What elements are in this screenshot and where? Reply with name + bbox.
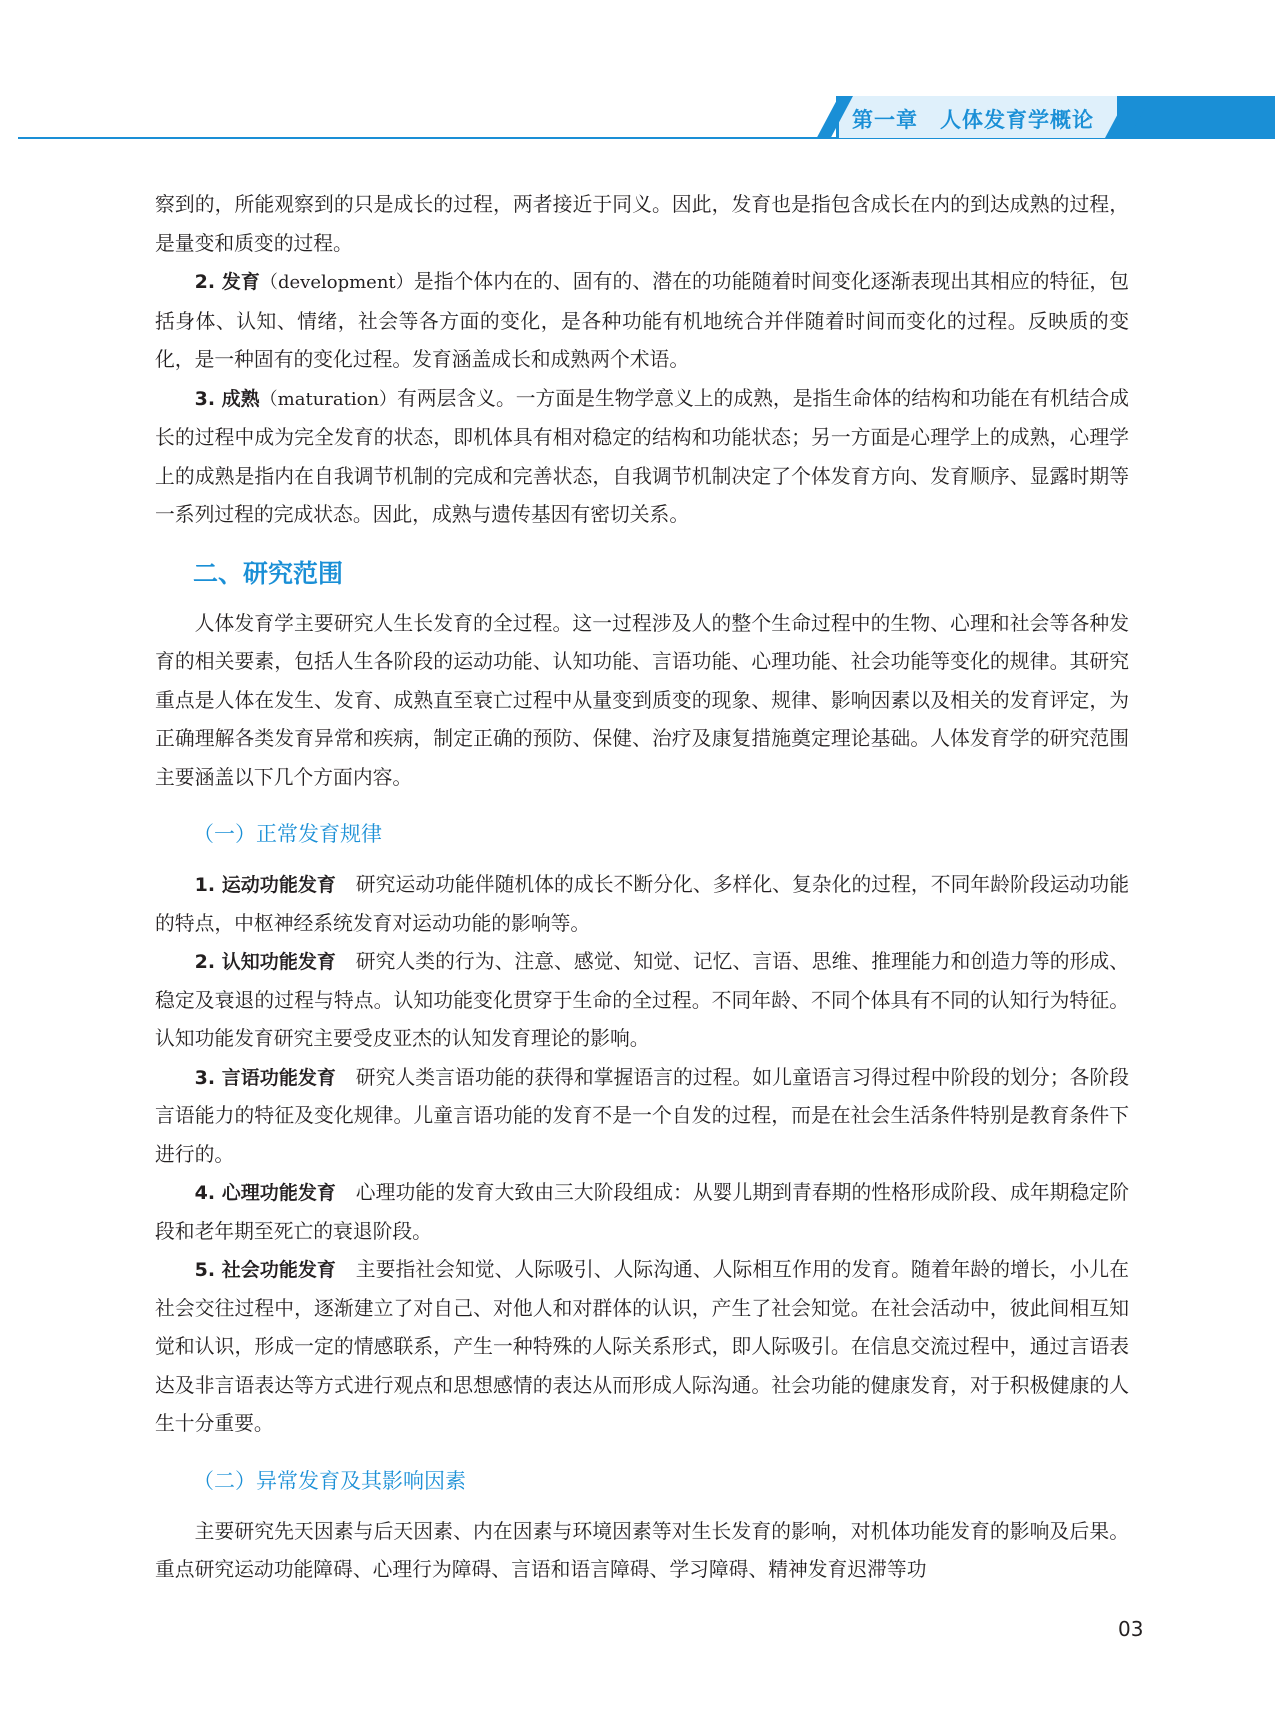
term-label: 2. 发育 (194, 271, 260, 293)
list-item (155, 943, 1129, 1059)
section-heading-research-scope: 二、研究范围 (193, 558, 344, 588)
list-item (155, 1251, 1129, 1444)
list-item (155, 1174, 1129, 1251)
section-intro: 人体发育学主要研究人生长发育的全过程。这一过程涉及人的整个生命过程中的生物、心理和社会等各种发育的相关要素，包括人生各阶段的运动功能、认知功能、言语功能、心理功能、社会功能等变化的规律。其研究重点是人体在发生、发育、成熟直至衰亡过程中从量变到质变的现象、规律、影响因素以及相关的发育评定，为正确理解各类发育异常和疾病，制定正确的预防、保健、治疗及康复措施奠定理论基础。人体发育学的研究范围主要涵盖以下几个方面内容。 (155, 611, 1129, 789)
item-label: 4. 心理功能发育 (194, 1182, 336, 1204)
chapter-title: 第一章 人体发育学概论 (852, 108, 1094, 132)
paragraph-development (155, 263, 1129, 380)
paragraph-continuation: 察到的，所能观察到的只是成长的过程，两者接近于同义。因此，发育也是指包含成长在内的到达成熟的过程，是量变和质变的过程。 (155, 193, 1129, 255)
term-label: 3. 成熟 (194, 387, 260, 410)
subsection-heading-normal: （一）正常发育规律 (193, 822, 382, 846)
term-gloss: （development） (259, 272, 414, 293)
subsection-heading-abnormal: （二）异常发育及其影响因素 (193, 1468, 466, 1493)
item-text: 研究人类的行为、注意、感觉、知觉、记忆、言语、思维、推理能力和创造力等的形成、稳定及衰退的过程与特点。认知功能变化贯穿于生命的全过程。不同年龄、不同个体具有不同的认知行为特征。认知功能发育研究主要受皮亚杰的认知发育理论的影响。 (155, 950, 1129, 1050)
item-label: 3. 言语功能发育 (194, 1066, 336, 1089)
item-text: 研究运动功能伴随机体的成长不断分化、多样化、复杂化的过程，不同年龄阶段运动功能的特点，中枢神经系统发育对运动功能的影响等。 (155, 873, 1129, 935)
page-content (155, 186, 1129, 1590)
page-number: 03 (1118, 1617, 1144, 1641)
paragraph-maturation (155, 380, 1129, 535)
item-label: 1. 运动功能发育 (194, 874, 336, 896)
header-tab-slant (817, 96, 853, 138)
item-text: 主要指社会知觉、人际吸引、人际沟通、人际相互作用的发育。随着年龄的增长，小儿在社会交往过程中，逐渐建立了对自己、对他人和对群体的认识，产生了社会知觉。在社会活动中，彼此间相互知觉和认识，形成一定的情感联系，产生一种特殊的人际关系形式，即人际吸引。在信息交流过程中，通过言语表达及非言语表达等方式进行观点和思想感情的表达从而形成人际沟通。社会功能的健康发育，对于积极健康的人生十分重要。 (155, 1258, 1129, 1435)
term-text: 有两层含义。一方面是生物学意义上的成熟，是指生命体的结构和功能在有机结合成长的过程中成为完全发育的状态，即机体具有相对稳定的结构和功能状态；另一方面是心理学上的成熟，心理学上的成熟是指内在自我调节机制的完成和完善状态，自我调节机制决定了个体发育方向、发育顺序、显露时期等一系列过程的完成状态。因此，成熟与遗传基因有密切关系。 (155, 386, 1129, 526)
subsection-text: 主要研究先天因素与后天因素、内在因素与环境因素等对生长发育的影响，对机体功能发育的影响及后果。重点研究运动功能障碍、心理行为障碍、言语和语言障碍、学习障碍、精神发育迟滞等功 (155, 1519, 1129, 1581)
header-bar (1117, 96, 1275, 138)
item-label: 2. 认知功能发育 (194, 951, 336, 973)
item-text: 心理功能的发育大致由三大阶段组成：从婴儿期到青春期的性格形成阶段、成年期稳定阶段和老年期至死亡的衰退阶段。 (155, 1181, 1129, 1243)
item-text: 研究人类言语功能的获得和掌握语言的过程。如儿童语言习得过程中阶段的划分；各阶段言语能力的特征及变化规律。儿童言语功能的发育不是一个自发的过程，而是在社会生活条件特别是教育条件下进行的。 (155, 1065, 1129, 1166)
item-label: 5. 社会功能发育 (194, 1259, 336, 1281)
list-item (155, 1059, 1129, 1175)
term-gloss: （maturation） (259, 388, 398, 410)
term-text: 是指个体内在的、固有的、潜在的功能随着时间变化逐渐表现出其相应的特征，包括身体、认知、情绪，社会等各方面的变化，是各种功能有机地统合并伴随着时间而变化的过程。反映质的变化，是一种固有的变化过程。发育涵盖成长和成熟两个术语。 (155, 270, 1129, 371)
list-item (155, 866, 1129, 943)
